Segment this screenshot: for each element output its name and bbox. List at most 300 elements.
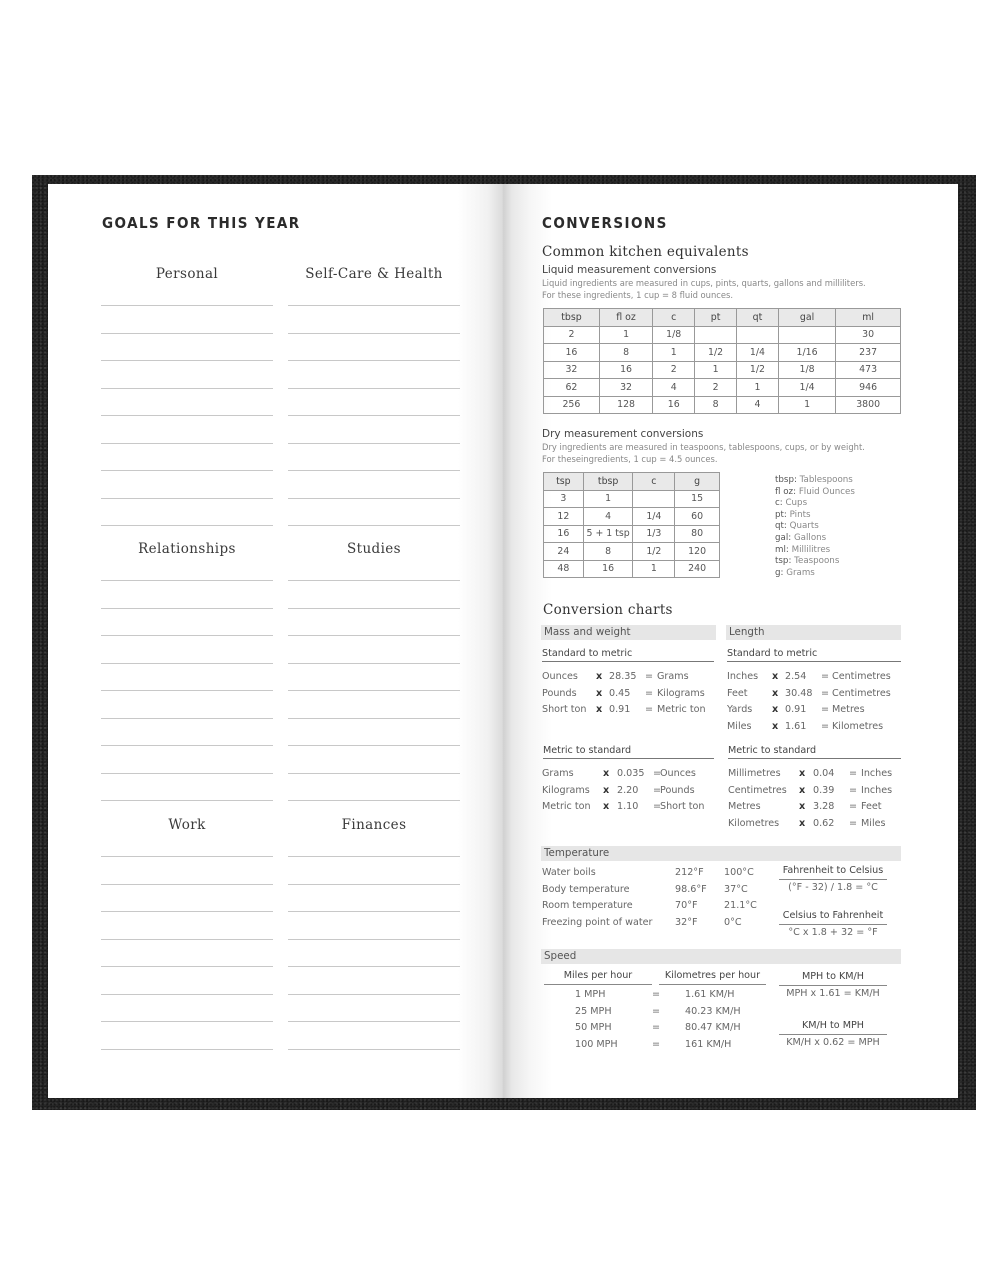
temperature-label: Freezing point of water: [542, 916, 653, 928]
table-cell: 16: [653, 396, 695, 414]
table-cell: 1: [583, 490, 633, 508]
table-cell: 473: [836, 361, 901, 379]
goals-page-title: GOALS FOR THIS YEAR: [102, 214, 301, 232]
conversion-factor: 2.20: [617, 784, 639, 796]
conversion-op: x: [603, 801, 610, 812]
writing-line[interactable]: [101, 884, 273, 885]
writing-line[interactable]: [101, 388, 273, 389]
conversion-factor: 0.035: [617, 768, 645, 779]
temperature-row: [542, 865, 772, 881]
writing-line[interactable]: [101, 1049, 273, 1050]
conversion-factor: 0.91: [609, 704, 631, 715]
writing-line[interactable]: [288, 360, 460, 361]
table-row: [544, 543, 720, 561]
writing-line[interactable]: [288, 1021, 460, 1022]
table-cell: 1: [633, 560, 675, 578]
legend-meaning: Cups: [785, 498, 808, 509]
table-row: [544, 379, 901, 397]
writing-line[interactable]: [288, 939, 460, 940]
dry-conversion-table: [543, 472, 720, 578]
speed-kmh: 1.61 KM/H: [685, 989, 735, 1000]
conversion-eq: =: [849, 768, 858, 779]
writing-line[interactable]: [101, 580, 273, 581]
mass-weight-bar: Mass and weight: [541, 625, 716, 640]
writing-line[interactable]: [288, 443, 460, 444]
table-cell: 24: [544, 543, 584, 561]
legend-meaning: Gallons: [793, 532, 827, 543]
conversion-factor: 0.04: [813, 768, 835, 779]
goal-section-heading: Work: [168, 817, 206, 833]
writing-line[interactable]: [101, 415, 273, 416]
liquid-conversion-table: [543, 308, 901, 414]
conversion-row: [728, 799, 908, 815]
column-header: tbsp: [544, 309, 600, 327]
liquid-heading: Liquid measurement conversions: [542, 264, 717, 276]
table-cell: 1/2: [695, 344, 737, 362]
goal-section-heading: Studies: [346, 541, 402, 557]
temperature-bar: Temperature: [541, 846, 901, 861]
table-cell: 240: [675, 560, 720, 578]
writing-line[interactable]: [101, 800, 273, 801]
conversion-eq: =: [653, 801, 662, 812]
legend-item: [775, 487, 855, 499]
kmh-column-heading: Kilometres per hour: [659, 970, 766, 985]
mass-std-to-metric-heading: Standard to metric: [542, 648, 714, 662]
table-row: [544, 396, 901, 414]
table-cell: 237: [836, 344, 901, 362]
length-std-to-metric-heading: Standard to metric: [727, 648, 901, 662]
writing-line[interactable]: [288, 525, 460, 526]
table-cell: 15: [675, 490, 720, 508]
conversion-row: [542, 702, 722, 718]
conversion-row: [542, 669, 722, 685]
conversion-eq: =: [849, 817, 858, 829]
temperature-c: 100°C: [724, 867, 754, 878]
conversion-factor: 0.91: [785, 704, 807, 715]
dry-note-2: For theseingredients, 1 cup = 4.5 ounces.: [542, 454, 718, 464]
conversion-op: x: [799, 817, 806, 829]
writing-line[interactable]: [101, 498, 273, 499]
writing-line[interactable]: [288, 305, 460, 306]
length-bar: Length: [726, 625, 901, 640]
table-cell: 30: [836, 326, 901, 344]
speed-row: [575, 1020, 775, 1036]
writing-line[interactable]: [288, 911, 460, 912]
conversion-op: x: [772, 671, 779, 682]
table-cell: 16: [599, 361, 652, 379]
kmh-to-mph-heading: KM/H to MPH: [779, 1020, 887, 1035]
writing-line[interactable]: [288, 580, 460, 581]
conversion-from: Ounces: [542, 671, 578, 682]
conversion-to: Feet: [861, 801, 882, 812]
legend-meaning: Pints: [789, 509, 811, 520]
left-page: [48, 184, 504, 1098]
conversion-factor: 2.54: [785, 671, 807, 682]
writing-line[interactable]: [101, 856, 273, 857]
f-to-c-heading: Fahrenheit to Celsius: [779, 865, 887, 880]
table-cell: 62: [544, 379, 600, 397]
conversion-row: [728, 783, 908, 799]
table-cell: 1/8: [778, 361, 835, 379]
conversion-factor: 28.35: [609, 671, 637, 682]
table-cell: 8: [583, 543, 633, 561]
table-cell: 12: [544, 508, 584, 526]
conversion-to: Metric ton: [657, 704, 706, 715]
conversion-from: Feet: [727, 687, 748, 699]
writing-line[interactable]: [101, 1021, 273, 1022]
table-row: [544, 326, 901, 344]
speed-row: [575, 1037, 775, 1053]
speed-kmh: 80.47 KM/H: [685, 1022, 741, 1033]
writing-line[interactable]: [288, 333, 460, 334]
table-cell: 1/4: [633, 508, 675, 526]
conversion-eq: =: [645, 687, 654, 699]
table-cell: 1: [599, 326, 652, 344]
f-to-c-formula: (°F - 32) / 1.8 = °C: [788, 882, 878, 893]
conversion-op: x: [799, 768, 806, 779]
table-row: [544, 361, 901, 379]
writing-line[interactable]: [101, 608, 273, 609]
conversion-to: Inches: [861, 768, 893, 779]
liquid-note-1: Liquid ingredients are measured in cups, pints, quarts, gallons and milliliters.: [542, 278, 866, 288]
conversion-factor: 1.61: [785, 720, 807, 732]
mph-column-heading: Miles per hour: [544, 970, 652, 985]
kmh-to-mph-formula: KM/H x 0.62 = MPH: [786, 1037, 880, 1048]
table-cell: 8: [695, 396, 737, 414]
writing-line[interactable]: [101, 994, 273, 995]
writing-line[interactable]: [288, 1049, 460, 1050]
table-cell: 1/3: [633, 525, 675, 543]
temperature-f: 32°F: [675, 916, 698, 928]
column-header: c: [653, 309, 695, 327]
conversion-from: Inches: [727, 671, 759, 682]
conversion-row: [542, 686, 722, 702]
writing-line[interactable]: [288, 470, 460, 471]
conversion-to: Centimetres: [832, 671, 891, 682]
conversion-eq: =: [849, 784, 858, 796]
table-cell: 128: [599, 396, 652, 414]
legend-meaning: Teaspoons: [794, 556, 840, 567]
table-cell: 3800: [836, 396, 901, 414]
conversion-to: Miles: [861, 817, 886, 829]
writing-line[interactable]: [101, 663, 273, 664]
writing-line[interactable]: [288, 635, 460, 636]
legend-item: [775, 533, 855, 545]
conversion-op: x: [772, 720, 779, 732]
table-cell: 256: [544, 396, 600, 414]
speed-eq: =: [652, 1038, 661, 1050]
legend-item: [775, 556, 855, 568]
conversion-to: Centimetres: [832, 687, 891, 699]
column-header: tbsp: [583, 473, 633, 491]
writing-line[interactable]: [288, 966, 460, 967]
table-cell: [778, 326, 835, 344]
column-header: gal: [778, 309, 835, 327]
writing-line[interactable]: [288, 773, 460, 774]
conversion-row: [727, 719, 907, 735]
speed-kmh: 161 KM/H: [685, 1038, 732, 1050]
writing-line[interactable]: [288, 994, 460, 995]
length-metric-to-std-heading: Metric to standard: [728, 745, 901, 759]
conversion-eq: =: [821, 704, 830, 715]
conversion-factor: 1.10: [617, 801, 639, 812]
writing-line[interactable]: [288, 718, 460, 719]
writing-line[interactable]: [101, 773, 273, 774]
conversion-factor: 0.45: [609, 687, 631, 699]
c-to-f-heading: Celsius to Fahrenheit: [779, 910, 887, 925]
table-cell: 2: [695, 379, 737, 397]
conversion-from: Metres: [728, 801, 761, 812]
conversion-row: [728, 816, 908, 832]
conversion-factor: 3.28: [813, 801, 835, 812]
conversion-eq: =: [849, 801, 858, 812]
conversion-from: Kilograms: [542, 784, 590, 796]
conversion-op: x: [799, 784, 806, 796]
table-cell: 1/2: [633, 543, 675, 561]
conversion-from: Grams: [542, 768, 574, 779]
conversions-page-title: CONVERSIONS: [542, 214, 668, 232]
table-row: [544, 508, 720, 526]
speed-row: [575, 1004, 775, 1020]
speed-mph: 1 MPH: [575, 989, 606, 1000]
table-row: [544, 490, 720, 508]
legend-abbr: ml:: [775, 544, 789, 555]
table-cell: 1: [778, 396, 835, 414]
temperature-f: 98.6°F: [675, 883, 707, 895]
conversion-op: x: [596, 671, 603, 682]
temperature-row: [542, 898, 772, 914]
conversion-to: Ounces: [660, 768, 696, 779]
conversion-from: Pounds: [542, 687, 577, 699]
writing-line[interactable]: [101, 911, 273, 912]
temperature-f: 212°F: [675, 867, 704, 878]
speed-eq: =: [652, 989, 661, 1000]
conversion-row: [542, 766, 722, 782]
speed-mph: 25 MPH: [575, 1005, 612, 1017]
writing-line[interactable]: [288, 608, 460, 609]
table-cell: 1/2: [737, 361, 779, 379]
column-header: g: [675, 473, 720, 491]
conversion-factor: 0.39: [813, 784, 835, 796]
writing-line[interactable]: [288, 388, 460, 389]
temperature-c: 21.1°C: [724, 900, 757, 911]
legend-meaning: Fluid Ounces: [798, 486, 855, 497]
writing-line[interactable]: [101, 745, 273, 746]
table-cell: 120: [675, 543, 720, 561]
conversion-eq: =: [821, 687, 830, 699]
legend-item: [775, 545, 855, 557]
conversion-from: Metric ton: [542, 801, 591, 812]
writing-line[interactable]: [288, 856, 460, 857]
goal-section-heading: Relationships: [138, 541, 236, 557]
abbreviation-legend: [775, 475, 855, 579]
goal-section-heading: Personal: [155, 266, 219, 282]
legend-item: [775, 510, 855, 522]
conversion-op: x: [596, 704, 603, 715]
legend-item: [775, 568, 855, 580]
writing-line[interactable]: [101, 635, 273, 636]
conversion-row: [727, 686, 907, 702]
table-cell: 1/4: [737, 344, 779, 362]
speed-eq: =: [652, 1005, 661, 1017]
legend-abbr: tbsp:: [775, 475, 797, 485]
legend-abbr: fl oz:: [775, 486, 797, 497]
temperature-f: 70°F: [675, 900, 698, 911]
conversion-charts-heading: Conversion charts: [543, 602, 673, 618]
temperature-row: [542, 915, 772, 931]
conversion-eq: =: [645, 704, 654, 715]
conversion-eq: =: [653, 784, 662, 796]
legend-item: [775, 498, 855, 510]
conversion-op: x: [596, 687, 603, 699]
table-cell: 1/16: [778, 344, 835, 362]
conversion-from: Millimetres: [728, 768, 781, 779]
table-cell: 1: [653, 344, 695, 362]
writing-line[interactable]: [288, 745, 460, 746]
dry-heading: Dry measurement conversions: [542, 428, 704, 440]
column-header: c: [633, 473, 675, 491]
table-cell: [633, 490, 675, 508]
table-cell: 60: [675, 508, 720, 526]
c-to-f-formula: °C x 1.8 + 32 = °F: [788, 927, 878, 938]
legend-item: [775, 475, 855, 487]
conversion-to: Kilometres: [832, 720, 884, 732]
speed-mph: 100 MPH: [575, 1038, 618, 1050]
table-header-row: [544, 473, 720, 491]
conversion-factor: 0.62: [813, 817, 835, 829]
table-cell: 1/4: [778, 379, 835, 397]
legend-abbr: g:: [775, 567, 784, 578]
conversion-op: x: [772, 687, 779, 699]
conversion-row: [728, 766, 908, 782]
table-cell: 16: [583, 560, 633, 578]
writing-line[interactable]: [101, 470, 273, 471]
table-cell: [737, 326, 779, 344]
conversion-to: Pounds: [660, 784, 695, 796]
column-header: pt: [695, 309, 737, 327]
writing-line[interactable]: [101, 443, 273, 444]
conversion-row: [727, 702, 907, 718]
column-header: fl oz: [599, 309, 652, 327]
legend-meaning: Grams: [786, 567, 815, 578]
table-cell: 946: [836, 379, 901, 397]
writing-line[interactable]: [101, 360, 273, 361]
writing-line[interactable]: [101, 718, 273, 719]
table-cell: 8: [599, 344, 652, 362]
writing-line[interactable]: [101, 690, 273, 691]
temperature-label: Room temperature: [542, 900, 633, 911]
goal-section-heading: Self-Care & Health: [305, 266, 443, 282]
writing-line[interactable]: [101, 333, 273, 334]
conversion-op: x: [603, 784, 610, 796]
conversion-eq: =: [821, 671, 830, 682]
conversion-eq: =: [645, 671, 654, 682]
temperature-row: [542, 882, 772, 898]
table-cell: 1: [737, 379, 779, 397]
conversion-from: Kilometres: [728, 817, 780, 829]
column-header: qt: [737, 309, 779, 327]
dry-note-1: Dry ingredients are measured in teaspoons, tablespoons, cups, or by weight.: [542, 442, 865, 452]
conversion-eq: =: [653, 768, 662, 779]
conversion-row: [542, 783, 722, 799]
legend-meaning: Quarts: [789, 521, 819, 532]
legend-abbr: tsp:: [775, 556, 792, 567]
table-cell: 2: [544, 326, 600, 344]
table-row: [544, 560, 720, 578]
table-cell: [695, 326, 737, 344]
temperature-c: 0°C: [724, 916, 742, 928]
table-cell: 2: [653, 361, 695, 379]
table-cell: 1/8: [653, 326, 695, 344]
legend-abbr: c:: [775, 498, 783, 509]
conversion-from: Centimetres: [728, 784, 787, 796]
writing-line[interactable]: [101, 939, 273, 940]
writing-line[interactable]: [288, 690, 460, 691]
table-cell: 32: [544, 361, 600, 379]
temperature-label: Water boils: [542, 867, 596, 878]
conversion-from: Yards: [727, 704, 753, 715]
liquid-note-2: For these ingredients, 1 cup = 8 fluid ounces.: [542, 290, 734, 300]
table-cell: 4: [653, 379, 695, 397]
conversion-to: Metres: [832, 704, 865, 715]
writing-line[interactable]: [288, 800, 460, 801]
conversion-from: Miles: [727, 720, 752, 732]
legend-meaning: Millilitres: [791, 544, 831, 555]
column-header: ml: [836, 309, 901, 327]
conversion-op: x: [772, 704, 779, 715]
column-header: tsp: [544, 473, 584, 491]
mph-to-kmh-heading: MPH to KM/H: [779, 971, 887, 986]
table-cell: 80: [675, 525, 720, 543]
conversion-from: Short ton: [542, 704, 587, 715]
legend-item: [775, 521, 855, 533]
goal-section-heading: Finances: [341, 817, 407, 833]
speed-mph: 50 MPH: [575, 1022, 612, 1033]
table-cell: 4: [583, 508, 633, 526]
writing-line[interactable]: [101, 966, 273, 967]
speed-eq: =: [652, 1022, 661, 1033]
conversion-row: [727, 669, 907, 685]
legend-abbr: qt:: [775, 521, 787, 532]
conversion-row: [542, 799, 722, 815]
writing-line[interactable]: [101, 525, 273, 526]
conversion-to: Kilograms: [657, 687, 705, 699]
legend-abbr: pt:: [775, 509, 787, 520]
speed-row: [575, 987, 775, 1003]
writing-line[interactable]: [288, 498, 460, 499]
writing-line[interactable]: [288, 663, 460, 664]
table-cell: 3: [544, 490, 584, 508]
table-cell: 16: [544, 344, 600, 362]
conversion-to: Grams: [657, 671, 689, 682]
table-cell: 32: [599, 379, 652, 397]
writing-line[interactable]: [288, 415, 460, 416]
table-cell: 1: [695, 361, 737, 379]
writing-line[interactable]: [288, 884, 460, 885]
table-cell: 4: [737, 396, 779, 414]
conversion-op: x: [603, 768, 610, 779]
speed-kmh: 40.23 KM/H: [685, 1005, 741, 1017]
table-cell: 5 + 1 tsp: [583, 525, 633, 543]
mass-metric-to-std-heading: Metric to standard: [543, 745, 714, 759]
legend-meaning: Tablespoons: [799, 475, 853, 485]
legend-abbr: gal:: [775, 532, 792, 543]
writing-line[interactable]: [101, 305, 273, 306]
table-header-row: [544, 309, 901, 327]
mph-to-kmh-formula: MPH x 1.61 = KM/H: [786, 988, 880, 999]
conversion-op: x: [799, 801, 806, 812]
conversion-factor: 30.48: [785, 687, 813, 699]
